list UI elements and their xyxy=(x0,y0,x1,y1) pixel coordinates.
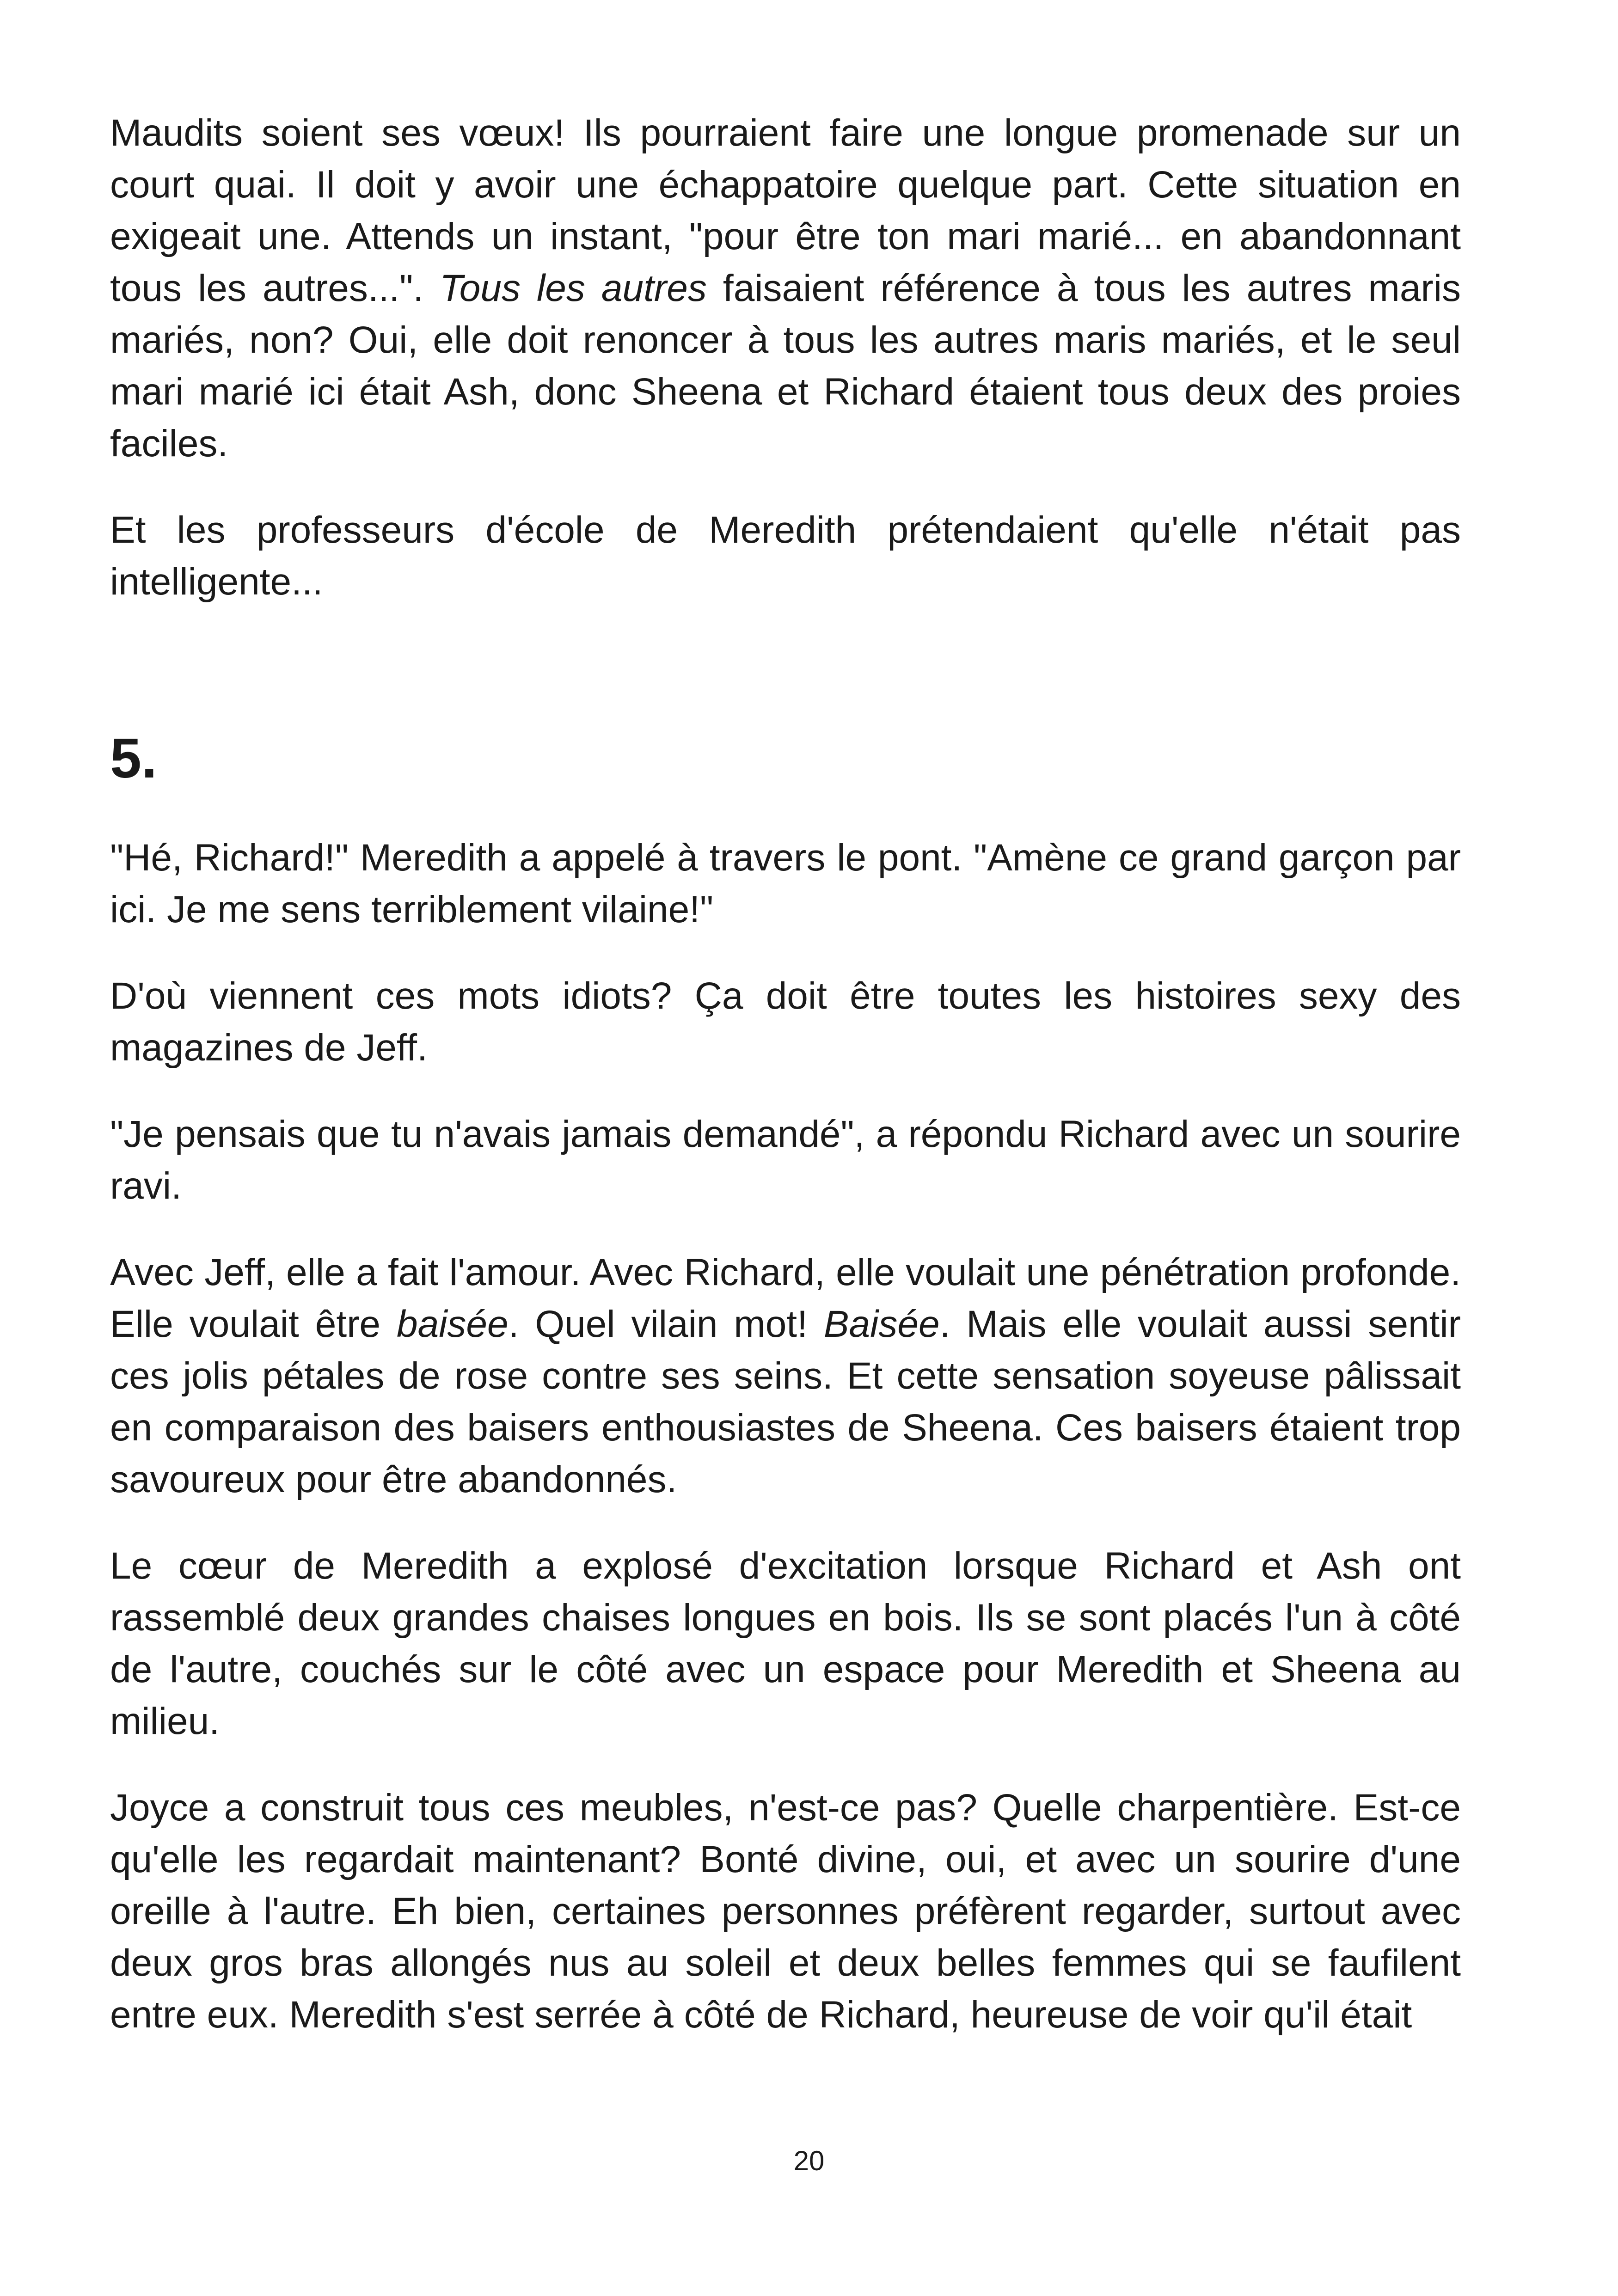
italic-text-run: Baisée xyxy=(823,1303,940,1345)
page-body xyxy=(110,107,1461,2041)
text-run: Avec Jeff, elle a fait l'amour. Avec Richard, elle voulait une pénétration profonde. Elle voulait être xyxy=(110,1251,1461,1345)
text-run: Et les professeurs d'école de Meredith prétendaient qu'elle n'était pas intelligente... xyxy=(110,509,1461,603)
paragraph xyxy=(110,1782,1461,2041)
chapter-heading: 5. xyxy=(110,727,157,790)
text-run: "Hé, Richard!" Meredith a appelé à travers le pont. "Amène ce grand garçon par ici. Je me sens terriblement vilaine!" xyxy=(110,837,1461,931)
text-run: . Mais elle voulait aussi sentir ces jolis pétales de rose contre ses seins. Et cette sensation soyeuse pâlissait en comparaison des baisers enthousiastes de Sheena. Ces baisers étaient trop savoureux pour être abandonnés. xyxy=(110,1303,1461,1500)
text-run: . Quel vilain mot! xyxy=(508,1303,824,1345)
text-run: Joyce a construit tous ces meubles, n'est-ce pas? Quelle charpentière. Est-ce qu'elle les regardait maintenant? Bonté divine, oui, et avec un sourire d'une oreille à l'autre. Eh bien, certaines personnes préfèrent regarder, surtout avec deux gros bras allongés nus au soleil et deux belles femmes qui se faufilent entre eux. Meredith s'est serrée à côté de Richard, heureuse de voir qu'il était xyxy=(110,1787,1461,2036)
italic-text-run: baisée xyxy=(396,1303,509,1345)
paragraph xyxy=(110,1108,1461,1212)
paragraph xyxy=(110,832,1461,936)
paragraph xyxy=(110,504,1461,608)
text-run: faisaient référence à tous les autres maris mariés, non? Oui, elle doit renoncer à tous les autres maris mariés, et le seul mari marié ici était Ash, donc Sheena et Richard étaient tous deux des proies faciles. xyxy=(110,267,1461,465)
text-run: "Je pensais que tu n'avais jamais demandé", a répondu Richard avec un sourire ravi. xyxy=(110,1113,1461,1207)
page-number: 20 xyxy=(793,2145,825,2176)
paragraph xyxy=(110,1247,1461,1506)
italic-text-run: Tous les autres xyxy=(440,267,707,309)
chapter-body xyxy=(110,832,1461,2041)
text-run: Maudits soient ses vœux! Ils pourraient faire une longue promenade sur un court quai. Il doit y avoir une échappatoire quelque part. Cette situation en exigeait une. Attends un instant, "pour être ton mari marié... en abandonnant tous les autres...". xyxy=(110,112,1461,309)
paragraph xyxy=(110,1540,1461,1747)
text-run: D'où viennent ces mots idiots? Ça doit être toutes les histoires sexy des magazines de Jeff. xyxy=(110,975,1461,1069)
text-run: Le cœur de Meredith a explosé d'excitation lorsque Richard et Ash ont rassemblé deux grandes chaises longues en bois. Ils se sont placés l'un à côté de l'autre, couchés sur le côté avec un espace pour Meredith et Sheena au milieu. xyxy=(110,1545,1461,1742)
paragraph xyxy=(110,970,1461,1074)
paragraph xyxy=(110,107,1461,470)
